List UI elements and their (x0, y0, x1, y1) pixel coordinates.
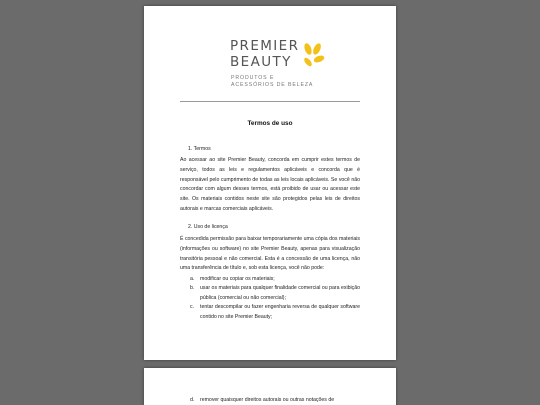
premier-beauty-logo (230, 38, 330, 94)
list-marker: c. (190, 304, 195, 310)
list-marker: d. (190, 397, 195, 403)
document-title: Termos de uso (247, 120, 293, 127)
list-item-text: tentar descompilar ou fazer engenharia reversa de qualquer software contido no site Premier Beauty; (200, 304, 360, 320)
list-marker: b. (190, 285, 195, 291)
list-item-text: usar os materiais para qualquer finalidade comercial ou para exibição pública (comercial ou não comercial); (200, 285, 360, 301)
list-marker: a. (190, 276, 195, 282)
section-paragraph-terms: Ao acessar ao site Premier Beauty, concorda em cumprir estes termos de serviço, todos as leis e regulamentos aplicáveis e concorda que é responsável pelo cumprimento de todas as leis locais aplicáveis. Se você não concordar com algum desses termos, está proibido de usar ou acessar este site. Os materiais contidos neste site são protegidos pelas leis de direitos autorais e marcas comerciais aplicáveis. (180, 157, 360, 212)
section-heading-license: 2. Uso de licença (188, 224, 228, 230)
list-item-text: modificar ou copiar os materiais; (200, 276, 275, 282)
logo-tagline-line1: PRODUTOS E (231, 75, 275, 81)
list-item (190, 284, 360, 304)
section-heading-terms: 1. Termos (188, 146, 211, 152)
logo-wordmark-line1: PREMIER (230, 38, 300, 54)
leaf-logo-icon (298, 40, 326, 70)
list-item (190, 396, 360, 405)
header-divider (180, 101, 360, 102)
list-item (190, 303, 360, 323)
section-paragraph-license: É concedida permissão para baixar temporariamente uma cópia dos materiais (informações ou software) no site Premier Beauty, apenas para visualização transitória pessoal e não comercial. Esta é a concessão de uma licença, não uma transferência de título e, sob esta licença, você não pode: (180, 236, 360, 272)
document-page-2 (144, 368, 396, 405)
logo-tagline-line2: ACESSÓRIOS DE BELEZA (231, 82, 314, 88)
logo-wordmark-line2: BEAUTY (230, 54, 292, 70)
list-item-text: remover quaisquer direitos autorais ou outras notações de (200, 397, 335, 403)
document-page-1 (144, 6, 396, 360)
